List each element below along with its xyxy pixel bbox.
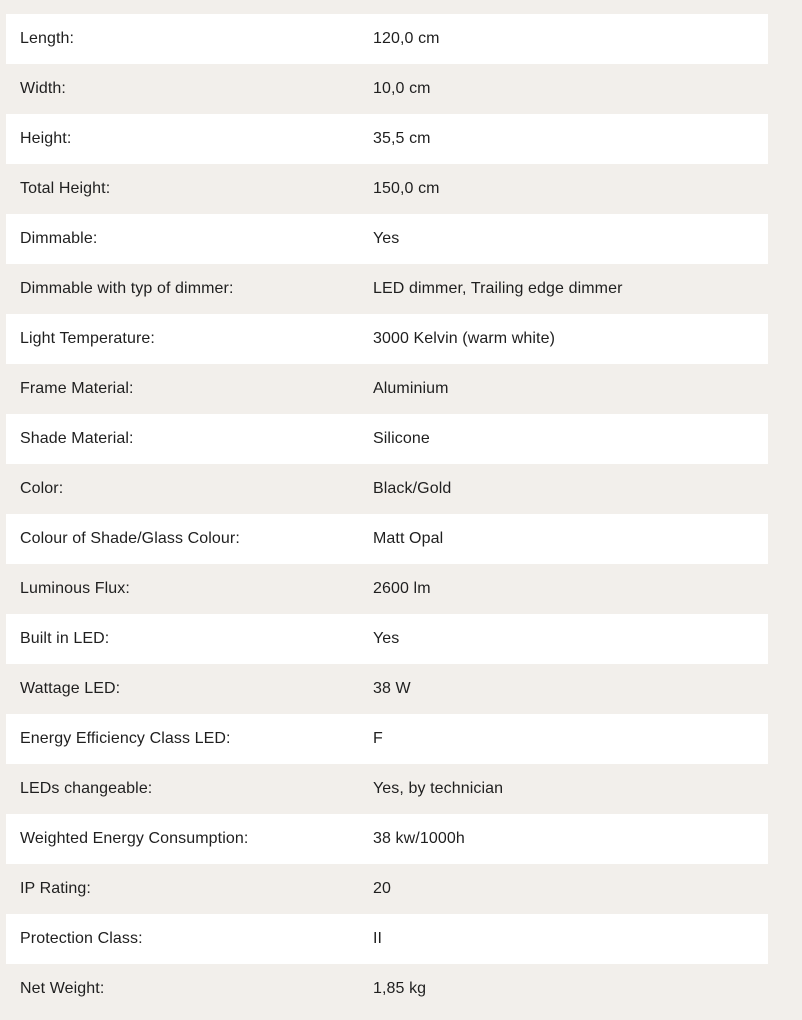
spec-row-height: [6, 114, 768, 164]
spec-label: Dimmable with typ of dimmer:: [20, 280, 234, 297]
spec-value: Yes, by technician: [373, 780, 504, 797]
spec-value: Black/Gold: [373, 480, 452, 497]
spec-label: Protection Class:: [20, 930, 143, 947]
spec-row-weighted-energy-consumption: [6, 814, 768, 864]
spec-label: Luminous Flux:: [20, 580, 130, 597]
spec-label: Energy Efficiency Class LED:: [20, 730, 231, 747]
spec-label: Color:: [20, 480, 64, 497]
spec-row-length: [6, 14, 768, 64]
spec-label: Shade Material:: [20, 430, 134, 447]
spec-table: [6, 14, 768, 1014]
spec-value: Matt Opal: [373, 530, 444, 547]
spec-value: Yes: [373, 630, 400, 647]
spec-label: LEDs changeable:: [20, 780, 153, 797]
spec-label: Frame Material:: [20, 380, 134, 397]
spec-row-light-temperature: [6, 314, 768, 364]
spec-row-dimmable: [6, 214, 768, 264]
spec-value: F: [373, 730, 383, 747]
spec-row-ip-rating: [6, 864, 768, 914]
spec-value: 1,85 kg: [373, 980, 427, 997]
spec-row-color: [6, 464, 768, 514]
spec-row-shade-colour: [6, 514, 768, 564]
spec-value: II: [373, 930, 383, 947]
spec-row-protection-class: [6, 914, 768, 964]
spec-value: 38 W: [373, 680, 411, 697]
spec-value: 120,0 cm: [373, 30, 440, 47]
spec-label: Total Height:: [20, 180, 111, 197]
spec-row-built-in-led: [6, 614, 768, 664]
spec-row-frame-material: [6, 364, 768, 414]
spec-label: Width:: [20, 80, 66, 97]
spec-value: Aluminium: [373, 380, 449, 397]
spec-value: 35,5 cm: [373, 130, 431, 147]
spec-row-total-height: [6, 164, 768, 214]
spec-row-energy-efficiency-class: [6, 714, 768, 764]
spec-row-shade-material: [6, 414, 768, 464]
spec-value: 150,0 cm: [373, 180, 440, 197]
spec-label: Net Weight:: [20, 980, 105, 997]
spec-label: IP Rating:: [20, 880, 91, 897]
spec-label: Built in LED:: [20, 630, 110, 647]
spec-value: LED dimmer, Trailing edge dimmer: [373, 280, 623, 297]
spec-label: Height:: [20, 130, 72, 147]
spec-value: Yes: [373, 230, 400, 247]
spec-label: Length:: [20, 30, 75, 47]
spec-label: Dimmable:: [20, 230, 98, 247]
spec-label: Colour of Shade/Glass Colour:: [20, 530, 240, 547]
spec-row-luminous-flux: [6, 564, 768, 614]
spec-value: 20: [373, 880, 391, 897]
spec-label: Light Temperature:: [20, 330, 155, 347]
spec-row-width: [6, 64, 768, 114]
spec-value: 2600 lm: [373, 580, 431, 597]
spec-row-leds-changeable: [6, 764, 768, 814]
spec-row-dimmer-type: [6, 264, 768, 314]
spec-row-net-weight: [6, 964, 768, 1014]
spec-label: Weighted Energy Consumption:: [20, 830, 249, 847]
spec-value: Silicone: [373, 430, 430, 447]
spec-value: 10,0 cm: [373, 80, 431, 97]
spec-value: 3000 Kelvin (warm white): [373, 330, 556, 347]
spec-row-wattage-led: [6, 664, 768, 714]
spec-value: 38 kw/1000h: [373, 830, 465, 847]
spec-label: Wattage LED:: [20, 680, 121, 697]
